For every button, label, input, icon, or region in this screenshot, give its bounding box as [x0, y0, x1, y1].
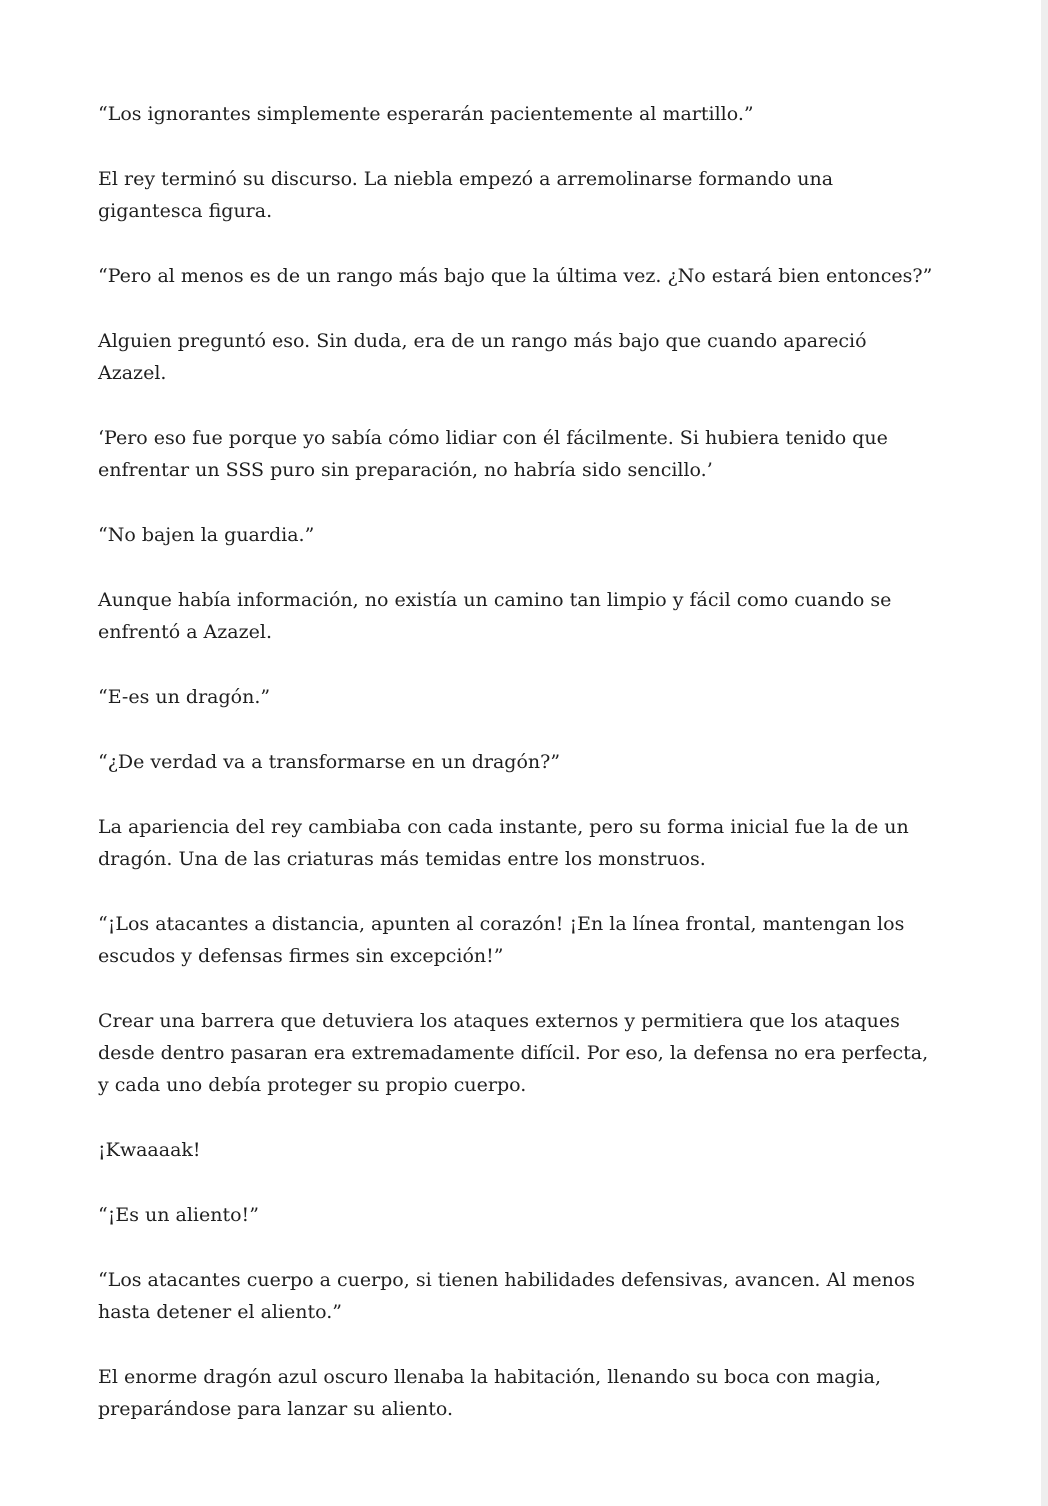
paragraph-4: Alguien preguntó eso. Sin duda, era de un rango más bajo que cuando apareció Azazel. — [98, 330, 867, 384]
paragraph-2: El rey terminó su discurso. La niebla empezó a arremolinarse formando una gigantesca figura. — [98, 168, 834, 222]
paragraph-7: Aunque había información, no existía un camino tan limpio y fácil como cuando se enfrentó a Azazel. — [98, 589, 892, 643]
paragraph-12: Crear una barrera que detuviera los ataques externos y permitiera que los ataques desde dentro pasaran era extremadamente difícil. Por eso, la defensa no era perfecta, y cada uno debía proteger su propio cuerpo. — [98, 1010, 929, 1096]
page-edge-shadow — [1041, 0, 1048, 1506]
paragraph-6: “No bajen la guardia.” — [98, 524, 315, 546]
document-body — [98, 98, 940, 1458]
paragraph-9: “¿De verdad va a transformarse en un dragón?” — [98, 751, 561, 773]
paragraph-10: La apariencia del rey cambiaba con cada instante, pero su forma inicial fue la de un dragón. Una de las criaturas más temidas entre los monstruos. — [98, 816, 909, 870]
paragraph-14: “¡Es un aliento!” — [98, 1204, 259, 1226]
paragraph-16: El enorme dragón azul oscuro llenaba la habitación, llenando su boca con magia, preparándose para lanzar su aliento. — [98, 1366, 882, 1420]
paragraph-5: ‘Pero eso fue porque yo sabía cómo lidiar con él fácilmente. Si hubiera tenido que enfrentar un SSS puro sin preparación, no habría sido sencillo.’ — [98, 427, 888, 481]
paragraph-8: “E-es un dragón.” — [98, 686, 271, 708]
paragraph-11: “¡Los atacantes a distancia, apunten al corazón! ¡En la línea frontal, mantengan los escudos y defensas firmes sin excepción!” — [98, 913, 905, 967]
paragraph-3: “Pero al menos es de un rango más bajo que la última vez. ¿No estará bien entonces?” — [98, 265, 933, 287]
paragraph-15: “Los atacantes cuerpo a cuerpo, si tienen habilidades defensivas, avancen. Al menos hasta detener el aliento.” — [98, 1269, 916, 1323]
paragraph-13: ¡Kwaaaak! — [98, 1139, 201, 1161]
paragraph-1: “Los ignorantes simplemente esperarán pacientemente al martillo.” — [98, 103, 754, 125]
